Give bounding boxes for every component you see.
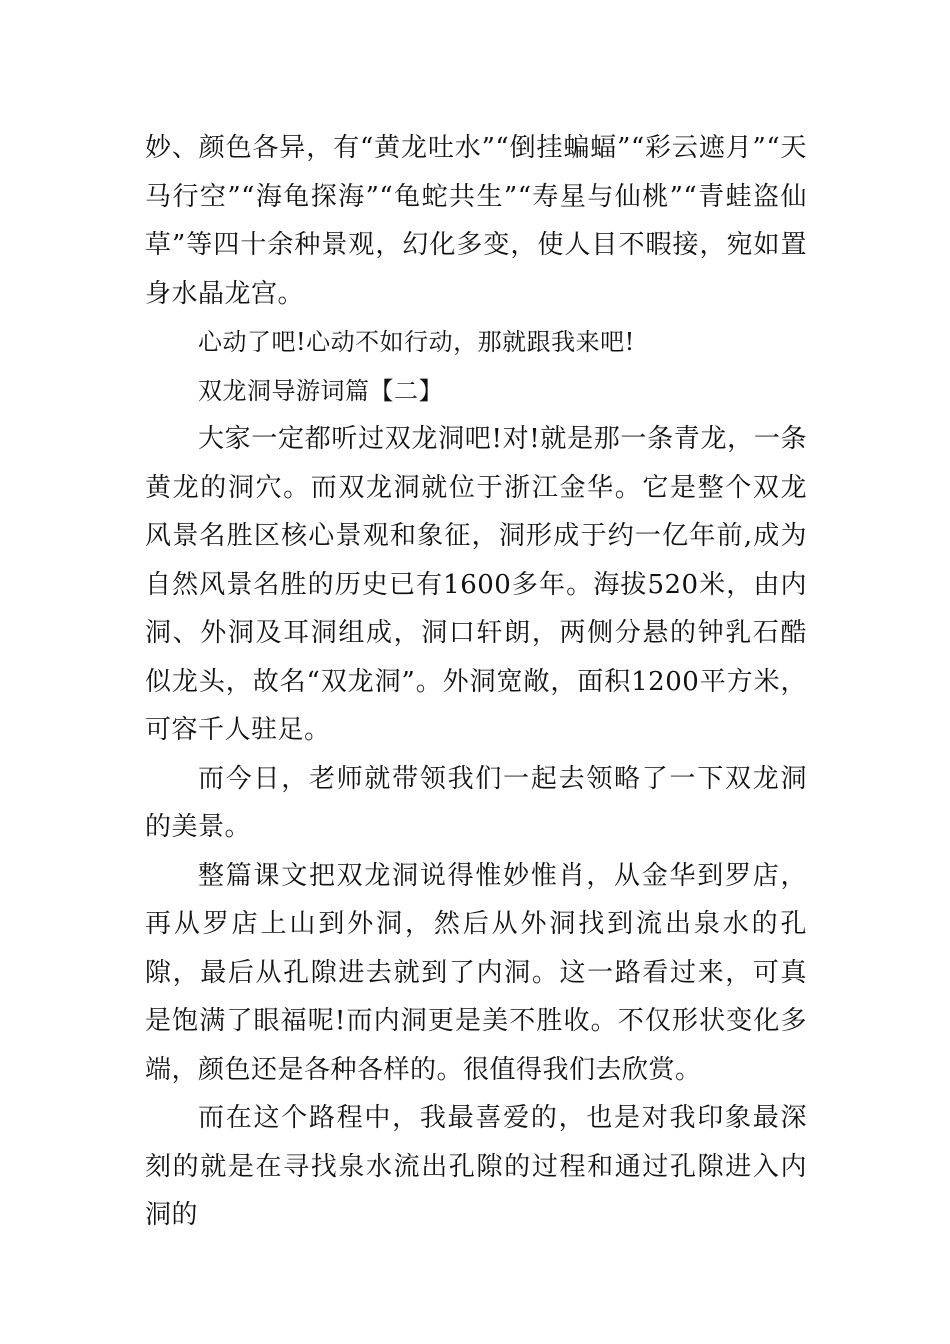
paragraph-today: 而今日，老师就带领我们一起去领略了一下双龙洞的美景。 xyxy=(145,763,807,842)
paragraph-lesson: 整篇课文把双龙洞说得惟妙惟肖，从金华到罗店，再从罗店上山到外洞，然后从外洞找到流出泉水的孔隙，最后从孔隙进去就到了内洞。这一路看过来，可真是饱满了眼福呢!而内洞更是美不胜收。不仅形状变化多端，颜色还是各种各样的。很值得我们去欣赏。 xyxy=(145,860,807,1085)
paragraph-favorite: 而在这个路程中，我最喜爱的，也是对我印象最深刻的就是在寻找泉水流出孔隙的过程和通过孔隙进入内洞的 xyxy=(145,1103,807,1230)
section-heading: 双龙洞导游词篇【二】 xyxy=(198,376,443,405)
paragraph-continued: 妙、颜色各异，有“黄龙吐水”“倒挂蝙蝠”“彩云遮月”“天马行空”“海龟探海”“龟蛇共生”“寿星与仙桃”“青蛙盗仙草”等四十余种景观，幻化多变，使人目不暇接，宛如置身水晶龙宫。 xyxy=(145,133,807,309)
paragraph-intro: 大家一定都听过双龙洞吧!对!就是那一条青龙，一条黄龙的洞穴。而双龙洞就位于浙江金华。它是整个双龙风景名胜区核心景观和象征，洞形成于约一亿年前,成为自然风景名胜的历史已有1600多年。海拔520米，由内洞、外洞及耳洞组成，洞口轩朗，两侧分悬的钟乳石酷似龙头，故名“双龙洞”。外洞宽敞，面积1200平方米，可容千人驻足。 xyxy=(145,424,807,745)
document-page xyxy=(145,124,807,1240)
paragraph-invitation: 心动了吧!心动不如行动，那就跟我来吧! xyxy=(198,328,635,356)
